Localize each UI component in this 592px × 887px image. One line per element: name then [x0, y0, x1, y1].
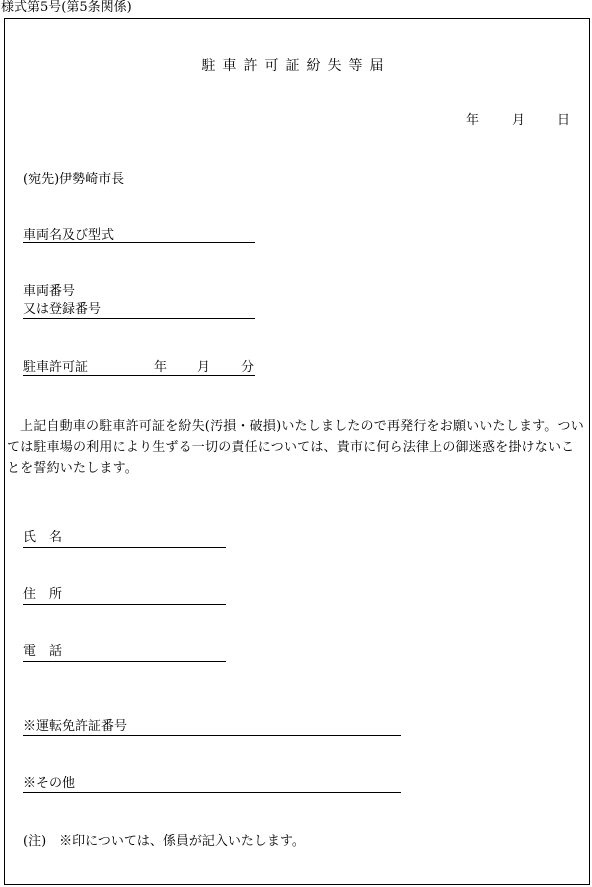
other-field[interactable]	[23, 792, 401, 793]
vehicle-number-label: 車両番号	[23, 284, 76, 299]
permit-row	[23, 360, 88, 376]
form-code: 様式第5号(第5条関係)	[1, 0, 132, 15]
vehicle-name-label: 車両名及び型式	[23, 228, 115, 243]
addressee: (宛先)伊勢崎市長	[23, 172, 125, 187]
date-month: 月	[512, 113, 526, 128]
permit-year: 年	[154, 360, 168, 375]
registration-number-label: 又は登録番号	[23, 302, 102, 317]
vehicle-number-field[interactable]	[23, 318, 255, 319]
phone-field[interactable]	[23, 661, 226, 662]
phone-label: 電 話	[23, 644, 63, 659]
form-title: 駐車許可証紛失等届	[201, 58, 391, 74]
permit-month: 月	[197, 360, 211, 375]
footnote: (注) ※印については、係員が記入いたします。	[23, 834, 305, 849]
license-number-field[interactable]	[23, 735, 401, 736]
permit-unit: 分	[241, 360, 255, 375]
statement-text: 上記自動車の駐車許可証を紛失(汚損・破損)いたしましたので再発行をお願いいたします。ついては駐車場の利用により生ずる一切の責任については、貴市に何ら法律上の御迷惑を掛けないことを誓約いたします。	[7, 419, 584, 476]
other-label: ※その他	[23, 776, 76, 791]
address-label: 住 所	[23, 587, 63, 602]
address-field[interactable]	[23, 604, 226, 605]
permit-label: 駐車許可証	[23, 360, 89, 375]
date-day: 日	[557, 113, 571, 128]
permit-field[interactable]	[23, 375, 255, 376]
name-label: 氏 名	[23, 530, 63, 545]
date-row	[466, 113, 570, 129]
vehicle-name-field[interactable]	[23, 242, 255, 243]
license-number-label: ※運転免許証番号	[23, 719, 128, 734]
date-year: 年	[466, 113, 480, 128]
name-field[interactable]	[23, 547, 226, 548]
